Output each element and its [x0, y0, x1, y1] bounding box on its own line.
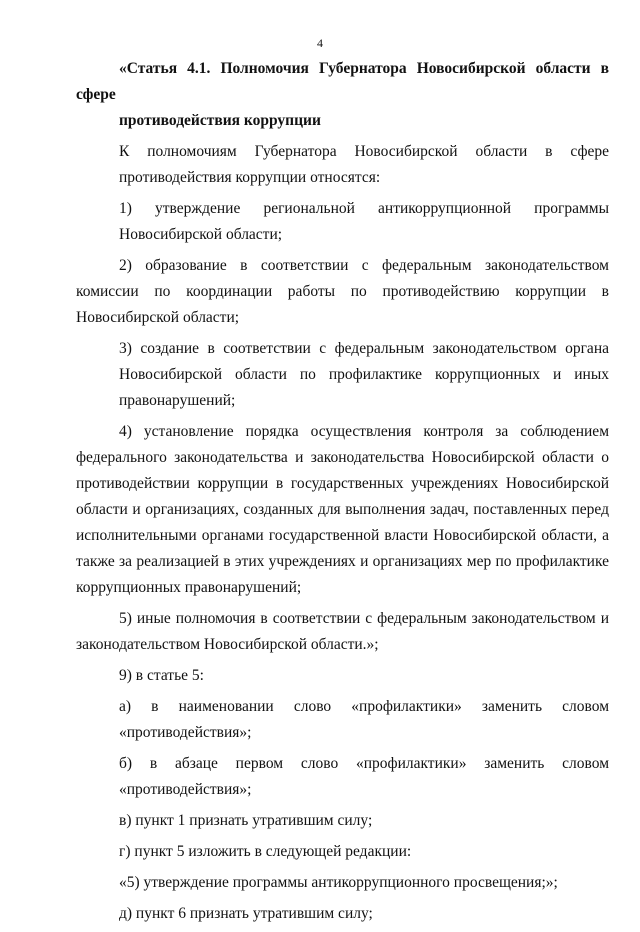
paragraph-item-5: 5) иные полномочия в соответствии с федеральным законодательством и законодательством Новосибирской области.»; [76, 610, 609, 653]
paragraph-item-3-line-1: 3) создание в соответствии с федеральным законодательством органа [119, 340, 609, 357]
paragraph-article-9: 9) в статье 5: [119, 667, 204, 684]
article-heading [76, 56, 609, 134]
paragraph-subitem-g-text: «5) утверждение программы антикоррупционного просвещения;»; [119, 874, 558, 891]
paragraph-subitem-b [76, 751, 609, 803]
document-body [76, 56, 609, 932]
paragraph-subitem-a-line-1: а) в наименовании слово «профилактики» заменить словом [119, 698, 609, 715]
paragraph-subitem-d: д) пункт 6 признать утратившим силу; [119, 905, 373, 922]
paragraph-subitem-b-line-1: б) в абзаце первом слово «профилактики» заменить словом [119, 755, 609, 772]
paragraph-subitem-g: г) пункт 5 изложить в следующей редакции: [119, 843, 412, 860]
paragraph-intro-line-2: противодействия коррупции относятся: [119, 169, 381, 186]
paragraph-subitem-v: в) пункт 1 признать утратившим силу; [119, 812, 373, 829]
paragraph-item-3-line-3: правонарушений; [119, 392, 236, 409]
paragraph-item-2: 2) образование в соответствии с федеральным законодательством комиссии по координации работы по противодействию коррупции в Новосибирской области; [76, 257, 609, 326]
paragraph-item-1 [76, 196, 609, 248]
article-heading-line-2: противодействия коррупции [119, 112, 321, 129]
article-heading-line-1: «Статья 4.1. Полномочия Губернатора Новосибирской области в сфере [76, 60, 609, 103]
paragraph-item-3 [76, 336, 609, 414]
paragraph-item-1-line-1: 1) утверждение региональной антикоррупционной программы [119, 200, 609, 217]
paragraph-item-4: 4) установление порядка осуществления контроля за соблюдением федерального законодательства и законодательства Новосибирской области о противодействии коррупции в государственных учреждениях Новосибирской области и организациях, созданных для выполнения задач, поставленных перед исполнительными органами государственной власти Новосибирской области, а также за реализацией в этих учреждениях и организациях мер по профилактике коррупционных правонарушений; [76, 423, 609, 596]
paragraph-subitem-b-line-2: «противодействия»; [119, 781, 252, 798]
paragraph-subitem-a [76, 694, 609, 746]
page-number: 4 [317, 36, 323, 50]
paragraph-intro [76, 139, 609, 191]
paragraph-intro-line-1: К полномочиям Губернатора Новосибирской области в сфере [119, 143, 609, 160]
paragraph-item-3-line-2: Новосибирской области по профилактике коррупционных и иных [119, 366, 609, 383]
paragraph-subitem-a-line-2: «противодействия»; [119, 724, 252, 741]
paragraph-item-1-line-2: Новосибирской области; [119, 226, 283, 243]
